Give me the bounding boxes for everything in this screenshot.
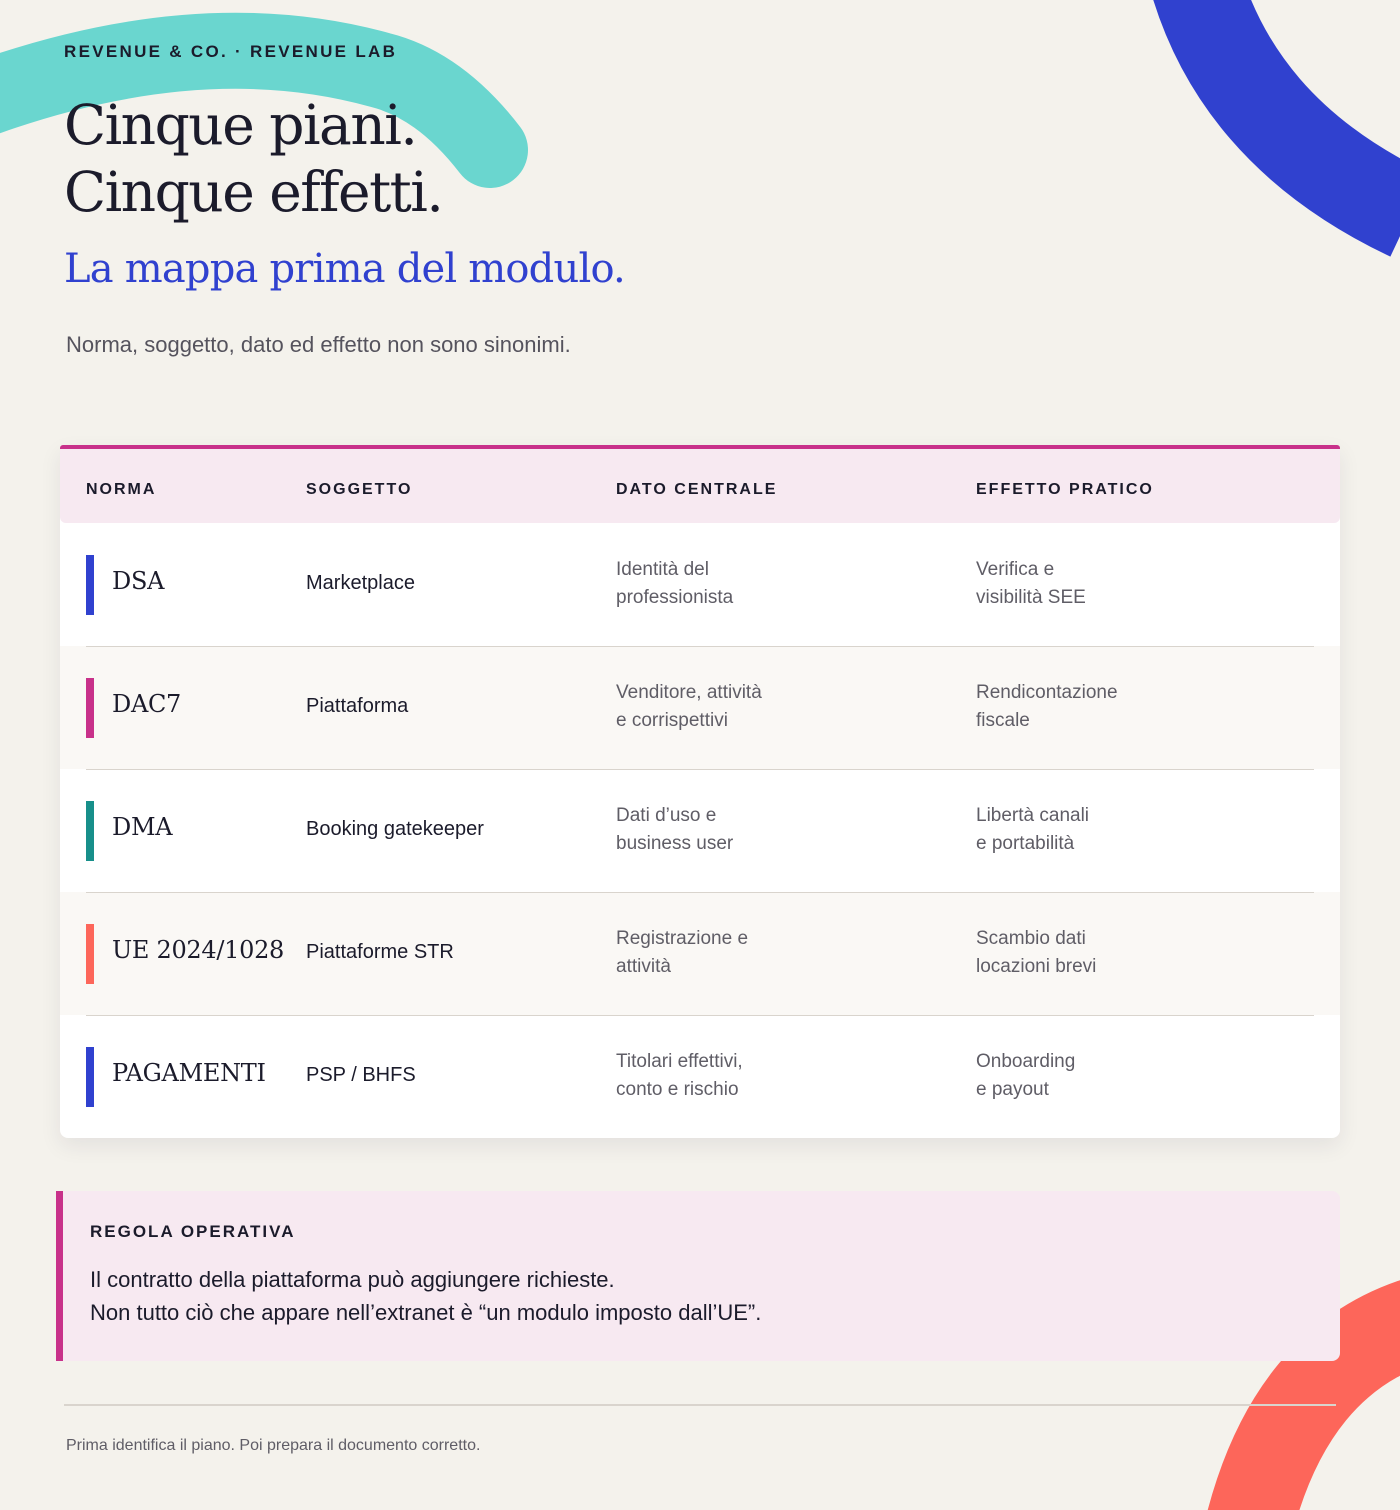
header-norma: NORMA [86,481,157,498]
footer-divider [64,1404,1336,1406]
dato-line: business user [616,833,734,854]
dato-cell [616,802,733,858]
soggetto-cell: Marketplace [306,572,415,594]
row-color-bar [86,801,94,861]
footer-text: Prima identifica il piano. Poi prepara il documento corretto. [66,1437,481,1454]
soggetto-cell: Piattaforme STR [306,941,454,963]
effetto-line: Libertà canali [976,805,1090,826]
dato-line: e corrispettivi [616,710,728,731]
effetto-line: e portabilità [976,833,1075,854]
row-color-bar [86,924,94,984]
row-color-bar [86,1047,94,1107]
operative-rule-callout [56,1191,1340,1361]
soggetto-cell: PSP / BHFS [306,1064,416,1086]
soggetto-cell: Piattaforma [306,695,409,717]
row-color-bar [86,555,94,615]
row-color-bar [86,678,94,738]
header-effetto-pratico: EFFETTO PRATICO [976,481,1154,498]
effetto-cell [976,802,1089,858]
norma-cell: UE 2024/1028 [112,936,285,964]
page-title [64,92,442,226]
table-row [60,769,1340,892]
soggetto-cell: Booking gatekeeper [306,818,484,840]
norma-cell: DAC7 [112,690,182,718]
dato-cell [616,556,733,612]
dato-line: conto e rischio [616,1079,739,1100]
norma-cell: DSA [112,567,165,595]
table-header [60,449,1340,523]
effetto-line: Verifica e [976,559,1055,580]
dato-line: attività [616,956,671,977]
row-divider [86,646,1314,647]
dato-line: Identità del [616,559,709,580]
dato-line: Titolari effettivi, [616,1051,743,1072]
title-line-2: Cinque effetti. [64,160,443,224]
dato-line: Registrazione e [616,928,749,949]
rule-line: Non tutto ciò che appare nell’extranet è “un modulo imposto dall’UE”. [90,1300,762,1325]
effetto-line: Rendicontazione [976,682,1118,703]
effetto-cell [976,556,1086,612]
dato-line: Venditore, attività [616,682,762,703]
rule-title: REGOLA OPERATIVA [90,1222,296,1241]
table-row [60,1015,1340,1138]
effetto-line: e payout [976,1079,1049,1100]
rule-text [90,1263,761,1329]
norma-cell: PAGAMENTI [112,1059,266,1087]
effetto-cell [976,925,1096,981]
header-dato-centrale: DATO CENTRALE [616,481,778,498]
page-subtitle: La mappa prima del modulo. [64,246,625,292]
blue-arc-decoration [1190,0,1400,215]
effetto-line: Onboarding [976,1051,1076,1072]
effetto-cell [976,1048,1075,1104]
norms-table [60,445,1340,1138]
effetto-line: fiscale [976,710,1030,731]
table-row [60,646,1340,769]
effetto-cell [976,679,1118,735]
brand-label: REVENUE & CO. · REVENUE LAB [64,42,398,61]
table-row [60,892,1340,1015]
row-divider [86,1015,1314,1016]
norma-cell: DMA [112,813,173,841]
dato-line: Dati d’uso e [616,805,717,826]
dato-cell [616,1048,743,1104]
dato-line: professionista [616,587,734,608]
effetto-line: Scambio dati [976,928,1086,949]
effetto-line: visibilità SEE [976,587,1086,608]
dato-cell [616,925,748,981]
table-row [60,523,1340,646]
title-line-1: Cinque piani. [64,93,417,157]
row-divider [86,892,1314,893]
rule-line: Il contratto della piattaforma può aggiungere richieste. [90,1267,615,1292]
intro-text: Norma, soggetto, dato ed effetto non sono sinonimi. [66,332,571,357]
effetto-line: locazioni brevi [976,956,1097,977]
row-divider [86,769,1314,770]
header-soggetto: SOGGETTO [306,481,413,498]
dato-cell [616,679,762,735]
